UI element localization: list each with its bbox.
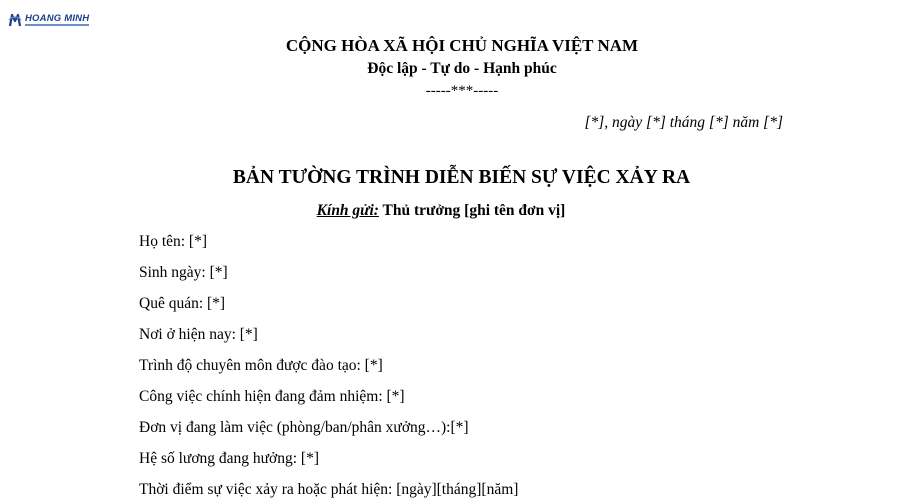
hoang-minh-logo-icon: [8, 12, 22, 28]
date-line: [*], ngày [*] tháng [*] năm [*]: [584, 114, 783, 131]
field-full-name: Họ tên: [*]: [139, 233, 208, 250]
logo-text: HOANG MINH: [25, 12, 90, 24]
recipient-value: Thủ trưởng [ghi tên đơn vị]: [378, 202, 566, 219]
recipient-label: Kính gửi:: [316, 202, 379, 219]
personal-info-fields: [139, 232, 518, 500]
field-work-unit: Đơn vị đang làm việc (phòng/ban/phân xưởng…):[*]: [139, 419, 469, 436]
company-logo: [8, 12, 89, 28]
field-birth-date: Sinh ngày: [*]: [139, 264, 228, 281]
national-motto: Độc lập - Tự do - Hạnh phúc: [367, 60, 557, 77]
document-title: BẢN TƯỜNG TRÌNH DIỄN BIẾN SỰ VIỆC XẢY RA: [232, 167, 691, 188]
field-current-job: Công việc chính hiện đang đảm nhiệm: [*]: [139, 388, 405, 405]
national-title: CỘNG HÒA XÃ HỘI CHỦ NGHĨA VIỆT NAM: [285, 36, 639, 55]
field-current-residence: Nơi ở hiện nay: [*]: [139, 326, 258, 343]
field-hometown: Quê quán: [*]: [139, 295, 226, 312]
header-divider: -----***-----: [425, 83, 499, 99]
logo-underline: [25, 24, 89, 26]
field-qualification: Trình độ chuyên môn được đào tạo: [*]: [139, 357, 383, 374]
field-incident-time: Thời điểm sự việc xảy ra hoặc phát hiện: [ngày][tháng][năm]: [139, 481, 519, 498]
field-salary-coefficient: Hệ số lương đang hưởng: [*]: [139, 450, 319, 467]
recipient-line: [0, 202, 882, 220]
